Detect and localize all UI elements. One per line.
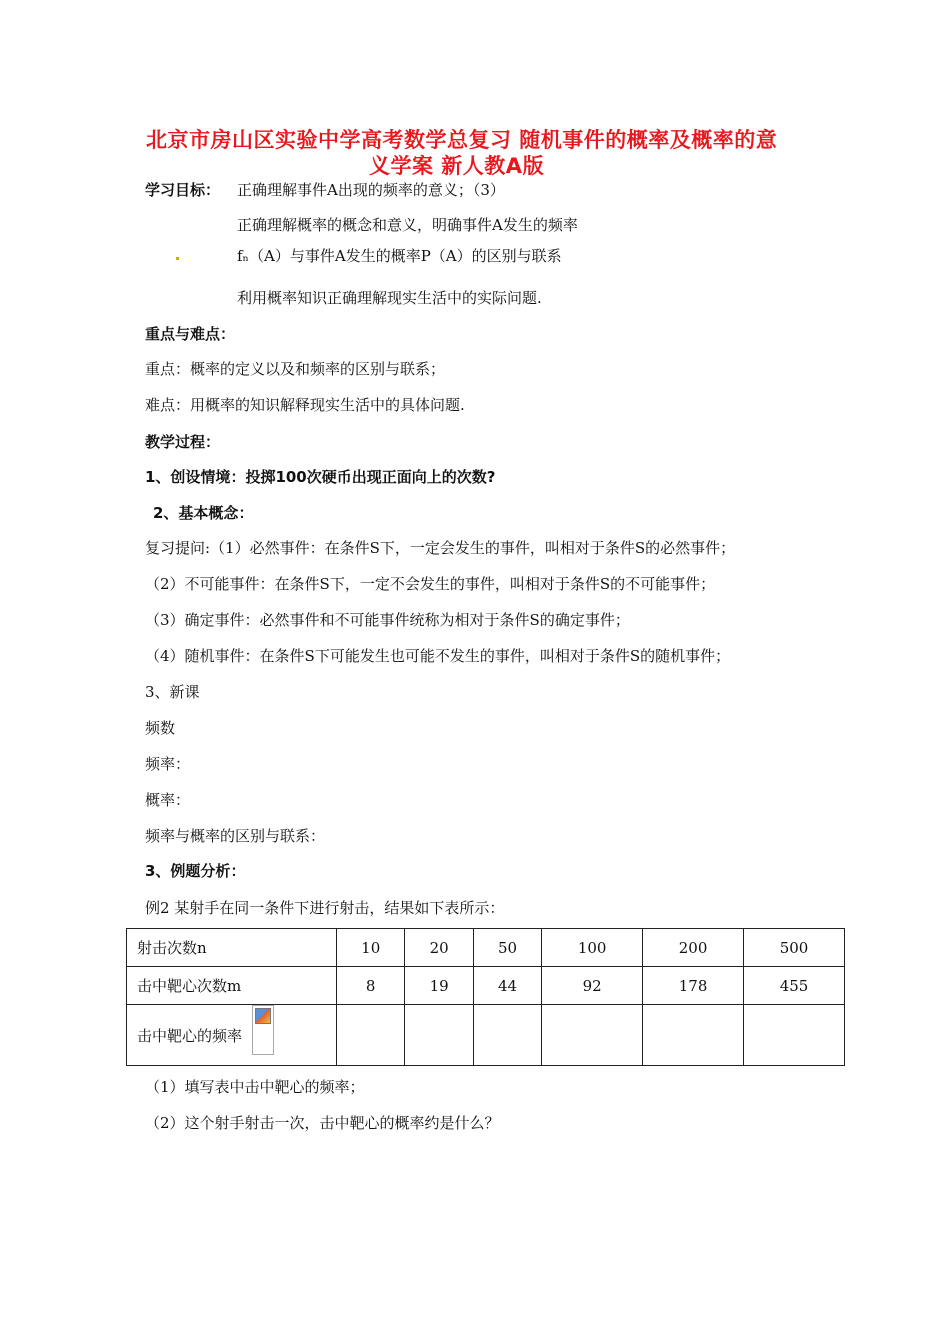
frequency-count-label: 频数 [145, 719, 176, 737]
review-item-4: （4）随机事件：在条件S下可能发生也可能不发生的事件，叫相对于条件S的随机事件； [145, 647, 731, 665]
frequency-rate-label: 频率： [145, 755, 191, 773]
table-cell [542, 1005, 643, 1066]
section-1-heading: 1、创设情境：投掷100次硬币出现正面向上的次数? [145, 468, 496, 486]
table-cell: 200 [643, 929, 744, 967]
table-row [127, 967, 845, 1005]
relation-label: 频率与概率的区别与联系： [145, 827, 326, 845]
review-item-1: 复习提问:（1）必然事件：在条件S下，一定会发生的事件，叫相对于条件S的必然事件； [145, 539, 736, 557]
row-header: 击中靶心次数m [127, 967, 337, 1005]
key-points-heading: 重点与难点： [145, 325, 236, 343]
page-title: 北京市房山区实验中学高考数学总复习 随机事件的概率及概率的意 [146, 128, 778, 152]
review-item-2: （2）不可能事件：在条件S下，一定不会发生的事件，叫相对于条件S的不可能事件； [145, 575, 716, 593]
table-cell: 500 [744, 929, 845, 967]
probability-label: 概率： [145, 791, 191, 809]
shooting-results-table [126, 928, 845, 1066]
objectives-label: 学习目标： [145, 181, 221, 199]
example-text: 例2 某射手在同一条件下进行射击，结果如下表所示： [145, 899, 505, 917]
section-2-heading: 2、基本概念： [153, 504, 254, 522]
key-point-text: 重点：概率的定义以及和频率的区别与联系； [145, 360, 446, 378]
table-cell: 10 [337, 929, 405, 967]
section-4-heading: 3、例题分析： [145, 862, 246, 880]
difficulty-text: 难点：用概率的知识解释现实生活中的具体问题. [145, 396, 465, 414]
table-cell [744, 1005, 845, 1066]
table-cell [473, 1005, 541, 1066]
process-heading: 教学过程： [145, 433, 221, 451]
row-header: 射击次数n [127, 929, 337, 967]
table-cell: 455 [744, 967, 845, 1005]
objective-item-3: fₙ（A）与事件A发生的概率P（A）的区别与联系 [237, 247, 562, 265]
table-cell: 178 [643, 967, 744, 1005]
table-cell [643, 1005, 744, 1066]
table-cell: 92 [542, 967, 643, 1005]
marker-dot [176, 257, 179, 260]
objective-item-2: 正确理解概率的概念和意义，明确事件A发生的频率 [237, 216, 578, 234]
table-cell: 100 [542, 929, 643, 967]
question-2: （2）这个射手射击一次，击中靶心的概率约是什么？ [145, 1114, 500, 1132]
objective-item-1: 正确理解事件A出现的频率的意义；（3） [237, 181, 505, 199]
table-cell: 8 [337, 967, 405, 1005]
section-3-heading: 3、新课 [145, 683, 200, 701]
table-cell: 19 [405, 967, 473, 1005]
table-row [127, 929, 845, 967]
table-row [127, 1005, 845, 1066]
table-cell: 50 [473, 929, 541, 967]
review-item-3: （3）确定事件：必然事件和不可能事件统称为相对于条件S的确定事件； [145, 611, 630, 629]
broken-image-icon [252, 1005, 274, 1055]
table-cell [337, 1005, 405, 1066]
row-header: 击中靶心的频率 [127, 1005, 337, 1066]
table-cell [405, 1005, 473, 1066]
question-1: （1）填写表中击中靶心的频率； [145, 1078, 365, 1096]
table-cell: 44 [473, 967, 541, 1005]
table-cell: 20 [405, 929, 473, 967]
page-title-line2: 义学案 新人教A版 [369, 154, 545, 178]
image-placeholder-icon [255, 1008, 271, 1024]
objective-item-4: 利用概率知识正确理解现实生活中的实际问题. [237, 289, 542, 307]
